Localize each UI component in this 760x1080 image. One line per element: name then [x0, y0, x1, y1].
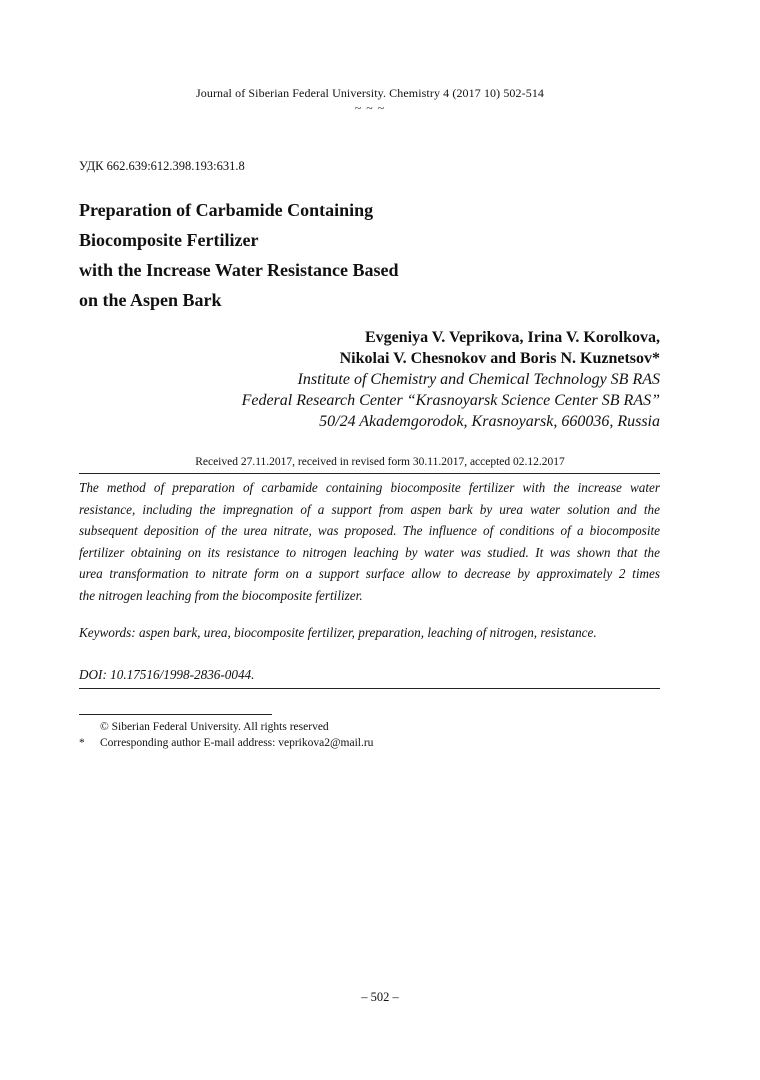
doi: DOI: 10.17516/1998-2836-0044.	[79, 667, 255, 682]
copyright-note: © Siberian Federal University. All rights reserved	[100, 721, 329, 733]
page-number: – 502 –	[361, 990, 399, 1004]
title-line: with the Increase Water Resistance Based	[79, 260, 399, 280]
received-dates: Received 27.11.2017, received in revised form 30.11.2017, accepted 02.12.2017	[195, 456, 565, 468]
footnote-star: *	[79, 737, 85, 749]
abstract-line: subsequent deposition of the urea nitrate, was proposed. The influence of conditions of a biocomposite	[79, 523, 660, 538]
title-line: Biocomposite Fertilizer	[79, 230, 259, 250]
abstract-line: fertilizer obtaining on its resistance to nitrogen leaching by water was studied. It was shown that the	[79, 544, 660, 560]
title-line: on the Aspen Bark	[79, 290, 222, 310]
keywords: Keywords: aspen bark, urea, biocomposite fertilizer, preparation, leaching of nitrogen, resistance.	[79, 625, 597, 640]
affiliation-line: 50/24 Akademgorodok, Krasnoyarsk, 660036, Russia	[319, 413, 660, 430]
header-separator: ~ ~ ~	[354, 101, 386, 115]
footnotes	[79, 719, 373, 751]
abstract-line: The method of preparation of carbamide containing biocomposite fertilizer with the increase water	[79, 480, 660, 495]
corresponding-author-note: Corresponding author E-mail address: veprikova2@mail.ru	[100, 737, 374, 749]
udk-code: УДК 662.639:612.398.193:631.8	[79, 159, 245, 173]
abstract	[79, 477, 660, 606]
abstract-line: urea transformation to nitrate form on a support surface allow to decrease by approximately 2 times	[79, 566, 660, 581]
abstract-bottom-rule	[79, 688, 660, 689]
affiliation	[242, 369, 660, 432]
title-line: Preparation of Carbamide Containing	[79, 200, 374, 220]
authors	[340, 327, 660, 369]
abstract-top-rule	[79, 473, 660, 474]
authors-line: Nikolai V. Chesnokov and Boris N. Kuznetsov*	[339, 350, 660, 367]
authors-line: Evgeniya V. Veprikova, Irina V. Korolkova,	[364, 329, 660, 346]
footnote-rule	[79, 714, 272, 715]
journal-header: Journal of Siberian Federal University. Chemistry 4 (2017 10) 502-514	[195, 86, 545, 100]
affiliation-line: Institute of Chemistry and Chemical Technology SB RAS	[297, 371, 660, 388]
abstract-line: resistance, including the impregnation of a support from aspen bark by urea water solution and the	[79, 501, 660, 517]
abstract-line: the nitrogen leaching from the biocomposite fertilizer.	[79, 587, 363, 603]
paper-title	[79, 195, 599, 315]
affiliation-line: Federal Research Center “Krasnoyarsk Science Center SB RAS”	[241, 392, 660, 409]
